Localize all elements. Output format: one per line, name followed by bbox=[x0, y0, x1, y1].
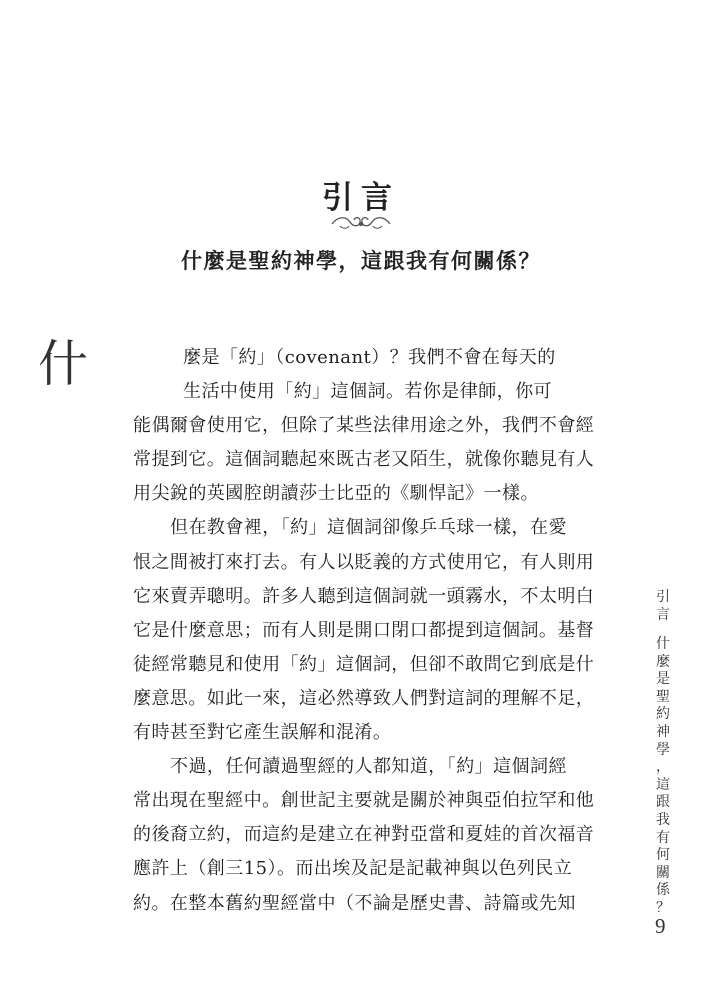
body-line: 常提到它。這個詞聽起來既古老又陌生，就像你聽見有人 bbox=[133, 449, 595, 471]
running-header-chapter bbox=[652, 588, 674, 624]
body-line: 它來賣弄聰明。許多人聽到這個詞就一頭霧水，不太明白 bbox=[133, 585, 595, 607]
body-line: 的後裔立約，而這約是建立在神對亞當和夏娃的首次福音 bbox=[133, 824, 595, 846]
running-header-char: 神 bbox=[656, 723, 670, 740]
running-header-char: ， bbox=[656, 759, 670, 776]
running-header-char: 是 bbox=[656, 671, 670, 688]
body-line: 用尖銳的英國腔朗讀莎士比亞的《馴悍記》一樣。 bbox=[133, 483, 539, 505]
running-header-char: 跟 bbox=[656, 794, 670, 811]
running-header-char: 有 bbox=[656, 829, 670, 846]
body-line: 它是什麼意思；而有人則是開口閉口都提到這個詞。基督 bbox=[133, 619, 595, 641]
body-line: 徒經常聽見和使用「約」這個詞，但卻不敢問它到底是什 bbox=[133, 653, 595, 675]
body-line: 生活中使用「約」這個詞。若你是律師，你可 bbox=[183, 381, 552, 403]
running-header-char: 這 bbox=[656, 776, 670, 793]
running-header-char: 何 bbox=[656, 847, 670, 864]
running-header-char: 麼 bbox=[656, 653, 670, 670]
running-header-char: 約 bbox=[656, 706, 670, 723]
running-header-char: 我 bbox=[656, 811, 670, 828]
flourish-ornament-icon bbox=[330, 212, 392, 232]
body-line: 約。在整本舊約聖經當中（不論是歷史書、詩篇或先知 bbox=[133, 892, 576, 914]
body-line: 有時甚至對它產生誤解和混淆。 bbox=[133, 722, 392, 744]
running-header-char: 什 bbox=[656, 636, 670, 652]
running-header-char: 關 bbox=[656, 864, 670, 881]
chapter-title: 引言 bbox=[322, 180, 400, 216]
drop-cap: 什 bbox=[38, 335, 88, 393]
running-header-char: 引 bbox=[656, 589, 670, 605]
running-header-char: 聖 bbox=[656, 688, 670, 705]
running-header-char: 言 bbox=[656, 607, 670, 623]
body-line: 能偶爾會使用它，但除了某些法律用途之外，我們不會經 bbox=[133, 415, 595, 437]
body-line: 但在教會裡，「約」這個詞卻像乒乓球一樣，在愛 bbox=[170, 517, 567, 539]
running-header-char: 學 bbox=[656, 741, 670, 758]
body-line: 麼意思。如此一來，這必然導致人們對這詞的理解不足， bbox=[133, 687, 595, 709]
body-line: 不過，任何讀過聖經的人都知道，「約」這個詞經 bbox=[170, 756, 567, 778]
running-header-title bbox=[652, 636, 674, 918]
body-line: 常出現在聖經中。創世記主要就是關於神與亞伯拉罕和他 bbox=[133, 790, 595, 812]
body-line: 應許上（創三15）。而出埃及記是記載神與以色列民立 bbox=[133, 858, 573, 880]
page-number: 9 bbox=[655, 914, 666, 938]
running-header-char: ？ bbox=[656, 899, 670, 916]
body-text bbox=[133, 341, 595, 921]
body-line: 恨之間被打來打去。有人以貶義的方式使用它，有人則用 bbox=[133, 551, 595, 573]
chapter-subtitle: 什麼是聖約神學，這跟我有何關係？ bbox=[181, 249, 541, 273]
body-line: 麼是「約」（covenant）？我們不會在每天的 bbox=[183, 347, 556, 368]
running-header-char: 係 bbox=[656, 882, 670, 899]
